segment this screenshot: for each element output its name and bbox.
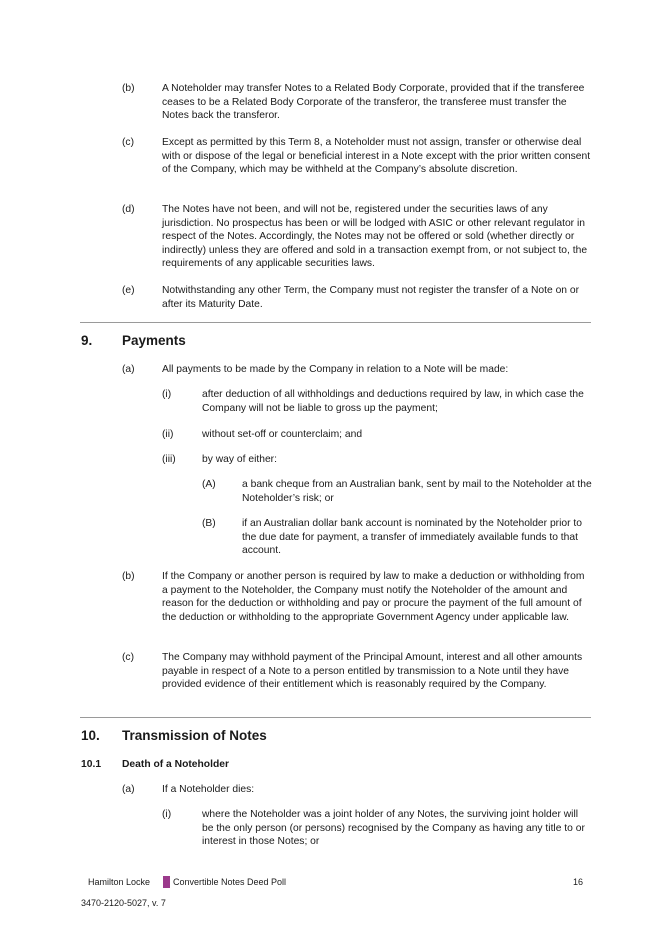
clause-label: (c)	[122, 652, 135, 663]
footer-firm-name: Hamilton Locke	[88, 877, 151, 887]
section-divider	[80, 717, 591, 718]
page-number: 16	[573, 877, 584, 887]
clause-label: (d)	[122, 204, 135, 215]
clause-text: without set-off or counterclaim; and	[202, 429, 363, 440]
clause-label: (i)	[162, 809, 172, 820]
clause-text: All payments to be made by the Company in relation to a Note will be made:	[162, 364, 509, 375]
subsection-number: 10.1	[81, 759, 102, 770]
clause-label: (iii)	[162, 454, 176, 465]
clause-text: If a Noteholder dies:	[162, 784, 255, 795]
footer-document-title: Convertible Notes Deed Poll	[173, 877, 287, 887]
clause-text: a bank cheque from an Australian bank, sent by mail to the Noteholder at the Noteholder’s risk; or	[242, 479, 592, 504]
clause-label: (c)	[122, 137, 135, 148]
section-number: 9.	[81, 333, 93, 348]
document-reference: 3470-2120-5027, v. 7	[81, 898, 166, 908]
clause-label: (b)	[122, 571, 135, 582]
section-10-heading	[0, 729, 670, 747]
clause-label: (a)	[122, 784, 135, 795]
clause-label: (A)	[202, 479, 216, 490]
subsection-title: Death of a Noteholder	[122, 759, 229, 770]
clause-text: If the Company or another person is required by law to make a deduction or withholding from a payment to the Noteholder, the Company must notify the Noteholder of the amount and reason for the deduction or withholding and pay or procure the payment of the full amount of the deduction or withholding to the appropriate Government Agency under applicable law.	[162, 571, 585, 623]
subsection-10-1-heading	[0, 758, 670, 772]
clause-text: after deduction of all withholdings and deductions required by law, in which case the Company will not be liable to gross up the payment;	[202, 389, 584, 414]
clause-label: (i)	[162, 389, 172, 400]
section-title: Transmission of Notes	[122, 728, 267, 743]
section-divider	[80, 322, 591, 323]
clause-label: (b)	[122, 83, 135, 94]
clause-text: Except as permitted by this Term 8, a Noteholder must not assign, transfer or otherwise deal with or dispose of the legal or beneficial interest in a Note except with the prior written consent of the Company, which may be withheld at the Company’s absolute discretion.	[162, 137, 591, 176]
clause-text: Notwithstanding any other Term, the Company must not register the transfer of a Note on or after its Maturity Date.	[162, 285, 580, 310]
section-number: 10.	[81, 728, 100, 743]
clause-text: The Notes have not been, and will not be, registered under the securities laws of any jurisdiction. No prospectus has been or will be lodged with ASIC or other relevant regulator in respect of the Notes. Accordingly, the Notes may not be offered or sold (whether directly or indirectly) unless they are offered and sold in a transaction exempt from, or not subject to, the requirements of any applicable securities laws.	[162, 204, 588, 270]
section-title: Payments	[122, 333, 186, 348]
clause-text: A Noteholder may transfer Notes to a Related Body Corporate, provided that if the transferee ceases to be a Related Body Corporate of the transferor, the transferee must transfer the Notes back the transferor.	[162, 83, 585, 122]
clause-label: (a)	[122, 364, 135, 375]
clause-text: if an Australian dollar bank account is nominated by the Noteholder prior to the due date for payment, a transfer of immediately available funds to that account.	[242, 518, 582, 557]
clause-text: where the Noteholder was a joint holder of any Notes, the surviving joint holder will be the only person (or persons) recognised by the Company as having any title to or interest in those Notes; or	[202, 809, 585, 848]
clause-text: by way of either:	[202, 454, 277, 465]
section-9-heading	[0, 334, 670, 352]
clause-label: (B)	[202, 518, 216, 529]
clause-text: The Company may withhold payment of the Principal Amount, interest and all other amounts payable in respect of a Note to a person entitled by transmission to a Note until they have provided evidence of their entitlement which is reasonably required by the Company.	[162, 652, 583, 691]
clause-label: (ii)	[162, 429, 174, 440]
footer-accent-bar	[163, 876, 170, 888]
clause-label: (e)	[122, 285, 135, 296]
